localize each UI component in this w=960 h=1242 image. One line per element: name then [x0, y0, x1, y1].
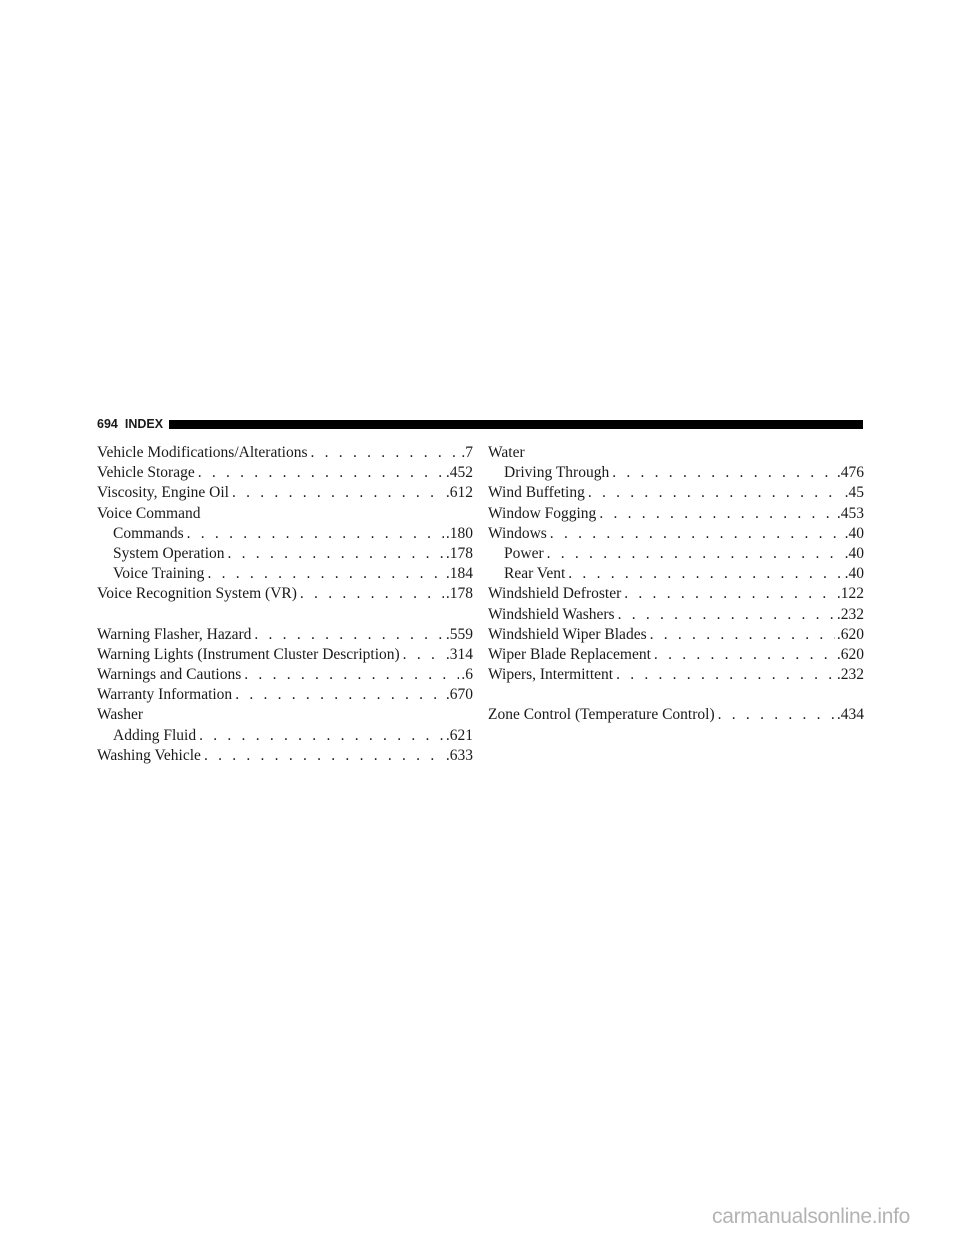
index-entry	[97, 625, 473, 645]
entry-label: Warning Lights (Instrument Cluster Description)	[97, 645, 400, 663]
section-title: INDEX	[124, 417, 164, 431]
index-entry	[97, 665, 473, 685]
entry-label: Windshield Defroster	[488, 585, 622, 603]
dot-leader	[718, 705, 835, 725]
watermark: carmanualsonline.info	[712, 1205, 910, 1228]
page-reference: .178	[445, 544, 473, 562]
index-subentry	[97, 524, 473, 544]
index-entry	[488, 665, 864, 685]
dot-leader	[547, 544, 843, 564]
index-entry	[97, 483, 473, 503]
page-reference: .621	[445, 726, 473, 744]
page-number: 694	[97, 417, 118, 431]
page-reference: .45	[844, 484, 864, 502]
index-entry	[97, 443, 473, 463]
dot-leader	[232, 483, 444, 503]
dot-leader	[235, 685, 444, 705]
page-reference: .40	[844, 544, 864, 562]
entry-label: Warnings and Cautions	[97, 666, 242, 684]
entry-label: Washer	[97, 706, 144, 724]
dot-leader	[654, 645, 835, 665]
page-reference: .670	[445, 686, 473, 704]
entry-label: Vehicle Modifications/Alterations	[97, 444, 308, 461]
index-entry	[97, 705, 473, 725]
page-reference: .184	[445, 565, 473, 583]
page-reference: .620	[836, 625, 864, 643]
index-entry	[97, 463, 473, 483]
index-entry	[488, 443, 864, 463]
dot-leader	[616, 665, 835, 685]
dot-leader	[618, 605, 835, 625]
entry-label: Adding Fluid	[113, 726, 197, 744]
index-subentry	[97, 726, 473, 746]
index-entry	[488, 584, 864, 604]
page-reference: .434	[836, 706, 864, 724]
dot-leader	[199, 726, 444, 746]
dot-leader	[650, 625, 835, 645]
dot-leader	[207, 564, 443, 584]
index-subentry	[488, 564, 864, 584]
dot-leader	[228, 544, 444, 564]
entry-label: Windows	[488, 524, 547, 542]
dot-leader	[624, 584, 835, 604]
page-reference: .633	[445, 746, 473, 764]
page-header	[97, 417, 863, 432]
header-rule	[169, 420, 863, 429]
index-entry	[488, 625, 864, 645]
index-entry	[488, 524, 864, 544]
entry-label: Warranty Information	[97, 686, 233, 704]
dot-leader	[187, 524, 444, 544]
page-reference: .612	[445, 484, 473, 502]
index-subentry	[97, 564, 473, 584]
index-column-right	[488, 443, 864, 726]
page-reference: .6	[461, 666, 473, 684]
entry-label: Viscosity, Engine Oil	[97, 484, 229, 502]
page-reference: .559	[445, 625, 473, 643]
entry-label: Zone Control (Temperature Control)	[488, 706, 715, 724]
dot-leader	[300, 584, 444, 604]
index-subentry	[488, 463, 864, 483]
entry-label: System Operation	[113, 544, 225, 562]
index-column-left	[97, 443, 473, 766]
entry-label: Voice Recognition System (VR)	[97, 585, 297, 603]
page-reference: .452	[445, 464, 473, 482]
dot-leader	[550, 524, 843, 544]
entry-label: Vehicle Storage	[97, 464, 195, 482]
index-subentry	[97, 544, 473, 564]
entry-label: Wipers, Intermittent	[488, 666, 614, 684]
entry-label: Power	[504, 544, 544, 562]
index-entry	[97, 504, 473, 524]
dot-leader	[254, 625, 444, 645]
dot-leader	[204, 746, 444, 766]
entry-label: Voice Command	[97, 504, 201, 522]
page-reference: .40	[844, 565, 864, 583]
entry-label: Rear Vent	[504, 565, 566, 583]
index-entry	[488, 605, 864, 625]
entry-label: Commands	[113, 524, 184, 542]
page-reference: .180	[445, 524, 473, 542]
entry-label: Water	[488, 444, 525, 461]
page-reference: .40	[844, 524, 864, 542]
entry-label: Washing Vehicle	[97, 746, 201, 764]
page-reference: .7	[461, 444, 473, 461]
index-entry	[97, 685, 473, 705]
index-subentry	[488, 544, 864, 564]
page-reference: .620	[836, 645, 864, 663]
dot-leader	[568, 564, 842, 584]
entry-label: Wiper Blade Replacement	[488, 645, 651, 663]
index-entry	[97, 645, 473, 665]
entry-label: Driving Through	[504, 464, 610, 482]
dot-leader	[599, 504, 835, 524]
page-reference: .232	[836, 605, 864, 623]
entry-label: Warning Flasher, Hazard	[97, 625, 252, 643]
entry-label: Voice Training	[113, 565, 205, 583]
page-reference: .314	[445, 645, 473, 663]
page-reference: .232	[836, 666, 864, 684]
page-reference: .476	[836, 464, 864, 482]
dot-leader	[588, 483, 843, 503]
page-reference: .122	[836, 585, 864, 603]
index-entry	[97, 746, 473, 766]
dot-leader	[403, 645, 444, 665]
page-reference: .178	[445, 585, 473, 603]
dot-leader	[198, 463, 444, 483]
dot-leader	[612, 463, 835, 483]
entry-label: Wind Buffeting	[488, 484, 585, 502]
index-entry	[488, 705, 864, 725]
page-reference: .453	[836, 504, 864, 522]
dot-leader	[244, 665, 459, 685]
index-entry	[488, 483, 864, 503]
dot-leader	[311, 443, 460, 463]
entry-label: Windshield Wiper Blades	[488, 625, 647, 643]
entry-label: Windshield Washers	[488, 605, 615, 623]
entry-label: Window Fogging	[488, 504, 597, 522]
index-entry	[488, 645, 864, 665]
index-entry	[488, 504, 864, 524]
index-entry	[97, 584, 473, 604]
